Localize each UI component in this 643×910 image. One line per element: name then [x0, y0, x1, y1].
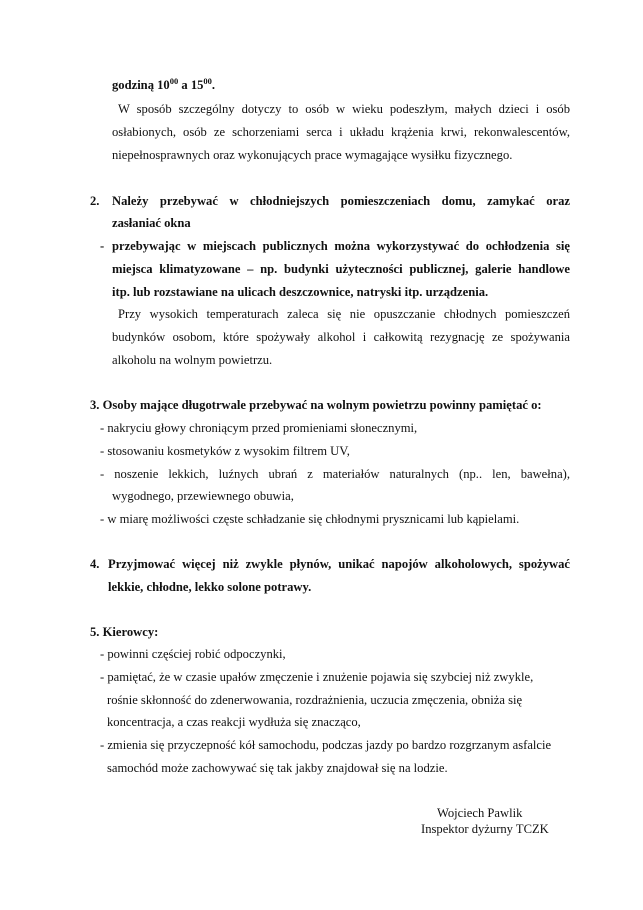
- section2-bullet-line: przebywając w miejscach publicznych można wykorzystywać do ochłodzenia się: [112, 239, 570, 253]
- section2-paragraph-line: Przy wysokich temperaturach zaleca się nie opuszczanie chłodnych pomieszczeń: [118, 307, 570, 321]
- section2-paragraph-line: alkoholu na wolnym powietrzu.: [112, 353, 273, 367]
- intro-sup-1: 00: [169, 76, 179, 86]
- signature-name: Wojciech Pawlik: [437, 806, 523, 820]
- section3-item: - stosowaniu kosmetyków z wysokim filtrem UV,: [100, 444, 350, 458]
- section4-number: 4.: [90, 557, 100, 571]
- section3-heading: [90, 397, 542, 413]
- intro-paragraph-line: W sposób szczególny dotyczy to osób w wieku podeszłym, małych dzieci i osób: [118, 102, 570, 116]
- section2-heading-line: Należy przebywać w chłodniejszych pomieszczeniach domu, zamykać oraz: [112, 194, 570, 208]
- section5-item: - powinni częściej robić odpoczynki,: [100, 647, 286, 661]
- section2-bullet-line: miejsca klimatyzowane – np. budynki użyteczności publicznej, galerie handlowe: [112, 262, 570, 276]
- section4-heading-line: Przyjmować więcej niż zwykle płynów, unikać napojów alkoholowych, spożywać: [108, 557, 570, 571]
- section5-item-continuation: samochód może zachowywać się tak jakby znajdował się na lodzie.: [107, 761, 448, 775]
- section5-heading: 5. Kierowcy:: [90, 625, 159, 639]
- intro-text-a: godziną 10: [112, 78, 170, 92]
- section5-item: - pamiętać, że w czasie upałów zmęczenie i znużenie pojawia się szybciej niż zwykle,: [100, 670, 534, 684]
- signature-title: Inspektor dyżurny TCZK: [421, 822, 549, 836]
- section2-heading-line: zasłaniać okna: [112, 216, 191, 230]
- section4-heading-line: lekkie, chłodne, lekko solone potrawy.: [108, 580, 312, 594]
- section3-item: - w miarę możliwości częste schładzanie się chłodnymi prysznicami lub kąpielami.: [100, 512, 520, 526]
- section2-bullet-dash: -: [100, 239, 105, 253]
- section3-item: - noszenie lekkich, luźnych ubrań z materiałów naturalnych (np.. len, bawełna),: [100, 467, 570, 481]
- intro-sup-2: 00: [203, 76, 212, 86]
- section2-number: 2.: [90, 194, 100, 208]
- section5-item: - zmienia się przyczepność kół samochodu, podczas jazdy po bardzo rozgrzanym asfalcie: [100, 738, 552, 752]
- section3-item: - nakryciu głowy chroniącym przed promieniami słonecznymi,: [100, 421, 418, 435]
- section2-paragraph-line: budynków osobom, które spożywały alkohol i całkowitą rezygnację ze spożywania: [112, 330, 570, 344]
- section2-bullet-line: itp. lub rozstawiane na ulicach deszczownice, natryski itp. urządzenia.: [112, 285, 489, 299]
- section3-heading-text: 3. Osoby mające długotrwale przebywać na wolnym powietrzu powinny pamiętać o:: [90, 398, 542, 412]
- intro-first-line: [112, 77, 215, 93]
- section5-item-continuation: koncentracja, a czas reakcji wydłuża się znacząco,: [107, 715, 361, 729]
- section5-item-continuation: rośnie skłonność do zdenerwowania, rozdrażnienia, uczucia zmęczenia, obniża się: [107, 693, 523, 707]
- intro-paragraph-line: niepełnosprawnych oraz wykonujących prace wymagające wysiłku fizycznego.: [112, 148, 513, 162]
- intro-text-c: .: [211, 78, 216, 92]
- intro-paragraph-line: osłabionych, osób ze schorzeniami serca i układu krążenia krwi, rekonwalescentów,: [112, 125, 570, 139]
- section3-item-continuation: wygodnego, przewiewnego obuwia,: [112, 489, 294, 503]
- intro-text-b: a 15: [178, 78, 204, 92]
